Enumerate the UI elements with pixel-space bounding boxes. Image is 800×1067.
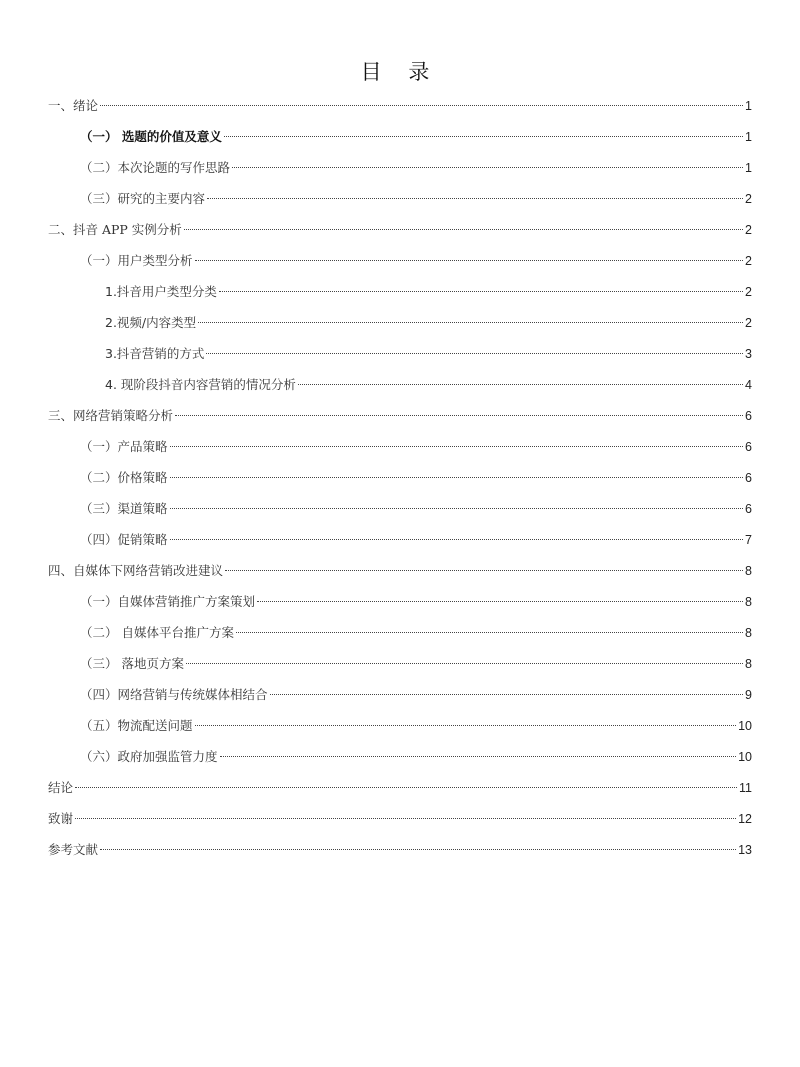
toc-entry-label: （四）网络营销与传统媒体相结合 (80, 687, 268, 702)
toc-entry-1[interactable] (48, 95, 752, 117)
toc-entry-10[interactable] (105, 374, 752, 396)
toc-entry-label: （一）用户类型分析 (80, 253, 193, 268)
toc-entry-23[interactable] (48, 777, 752, 799)
dot-leader (170, 446, 744, 447)
toc-entry-9[interactable] (105, 343, 752, 365)
toc-entry-page-number: 1 (745, 130, 752, 144)
toc-entry-25[interactable] (48, 839, 752, 861)
dot-leader (170, 508, 744, 509)
toc-entry-page-number: 12 (738, 812, 752, 826)
toc-entry-label: 2.视频/内容类型 (105, 315, 197, 330)
toc-entry-label: 参考文献 (48, 842, 99, 857)
toc-entry-label: （六）政府加强监管力度 (80, 749, 218, 764)
toc-entry-label: 1.抖音用户类型分类 (105, 284, 217, 299)
toc-entry-15[interactable] (80, 529, 752, 551)
toc-entry-page-number: 6 (745, 471, 752, 485)
toc-entry-page-number: 10 (738, 719, 752, 733)
toc-entry-16[interactable] (48, 560, 752, 582)
toc-entry-2[interactable] (80, 126, 752, 148)
toc-entry-page-number: 6 (745, 502, 752, 516)
toc-entry-label: 三、网络营销策略分析 (48, 408, 174, 423)
dot-leader (195, 725, 737, 726)
toc-entry-13[interactable] (80, 467, 752, 489)
dot-leader (232, 167, 743, 168)
toc-entry-page-number: 8 (745, 595, 752, 609)
toc-entry-page-number: 2 (745, 316, 752, 330)
dot-leader (175, 415, 743, 416)
toc-entry-label: 致谢 (48, 811, 74, 826)
toc-entry-6[interactable] (80, 250, 752, 272)
toc-entry-22[interactable] (80, 746, 752, 768)
dot-leader (186, 663, 743, 664)
toc-entry-label: （三） 落地页方案 (80, 656, 184, 671)
dot-leader (198, 322, 743, 323)
toc-entry-page-number: 1 (745, 99, 752, 113)
toc-entry-label: 一、绪论 (48, 98, 99, 113)
toc-title: 目 录 (360, 60, 440, 84)
toc-entry-label: （四）促销策略 (80, 532, 168, 547)
toc-entry-11[interactable] (48, 405, 752, 427)
dot-leader (236, 632, 743, 633)
toc-entry-label: 3.抖音营销的方式 (105, 346, 205, 361)
toc-entry-8[interactable] (105, 312, 752, 334)
dot-leader (170, 539, 744, 540)
toc-entry-page-number: 11 (739, 781, 752, 795)
toc-entry-5[interactable] (48, 219, 752, 241)
dot-leader (219, 291, 743, 292)
toc-entry-label: （一） 选题的价值及意义 (80, 129, 222, 144)
toc-entry-label: （五）物流配送问题 (80, 718, 193, 733)
dot-leader (184, 229, 743, 230)
toc-entry-label: （二） 自媒体平台推广方案 (80, 625, 234, 640)
toc-entry-page-number: 2 (745, 285, 752, 299)
dot-leader (257, 601, 743, 602)
toc-entry-21[interactable] (80, 715, 752, 737)
toc-entry-page-number: 7 (745, 533, 752, 547)
toc-entry-page-number: 8 (745, 657, 752, 671)
dot-leader (220, 756, 737, 757)
toc-entry-24[interactable] (48, 808, 752, 830)
dot-leader (207, 198, 743, 199)
toc-entry-label: 四、自媒体下网络营销改进建议 (48, 563, 224, 578)
toc-entry-label: （二）价格策略 (80, 470, 168, 485)
dot-leader (224, 136, 743, 137)
toc-entry-page-number: 6 (745, 409, 752, 423)
toc-entry-page-number: 10 (738, 750, 752, 764)
toc-entry-page-number: 8 (745, 626, 752, 640)
toc-entry-7[interactable] (105, 281, 752, 303)
toc-entry-label: （二）本次论题的写作思路 (80, 160, 231, 175)
toc-entry-page-number: 13 (738, 843, 752, 857)
dot-leader (100, 105, 743, 106)
toc-entry-label: （一）产品策略 (80, 439, 168, 454)
toc-entry-14[interactable] (80, 498, 752, 520)
toc-entry-4[interactable] (80, 188, 752, 210)
toc-entry-18[interactable] (80, 622, 752, 644)
dot-leader (206, 353, 743, 354)
toc-entry-3[interactable] (80, 157, 752, 179)
toc-entry-17[interactable] (80, 591, 752, 613)
toc-entry-page-number: 1 (745, 161, 752, 175)
toc-entry-20[interactable] (80, 684, 752, 706)
dot-leader (75, 818, 736, 819)
toc-entry-page-number: 2 (745, 254, 752, 268)
toc-entry-page-number: 3 (745, 347, 752, 361)
toc-entry-page-number: 2 (745, 192, 752, 206)
toc-entry-12[interactable] (80, 436, 752, 458)
dot-leader (225, 570, 743, 571)
toc-entry-label: 二、抖音 APP 实例分析 (48, 222, 182, 237)
toc-entry-label: 4. 现阶段抖音内容营销的情况分析 (105, 377, 296, 392)
toc-entry-label: 结论 (48, 780, 74, 795)
toc-entry-page-number: 8 (745, 564, 752, 578)
dot-leader (75, 787, 737, 788)
toc-entry-page-number: 4 (745, 378, 752, 392)
toc-entry-page-number: 2 (745, 223, 752, 237)
toc-entry-page-number: 6 (745, 440, 752, 454)
dot-leader (100, 849, 736, 850)
toc-entry-label: （三）研究的主要内容 (80, 191, 206, 206)
dot-leader (195, 260, 744, 261)
dot-leader (170, 477, 744, 478)
toc-entry-label: （一）自媒体营销推广方案策划 (80, 594, 256, 609)
dot-leader (270, 694, 744, 695)
dot-leader (298, 384, 743, 385)
toc-entry-19[interactable] (80, 653, 752, 675)
toc-entry-page-number: 9 (745, 688, 752, 702)
toc-entry-label: （三）渠道策略 (80, 501, 168, 516)
